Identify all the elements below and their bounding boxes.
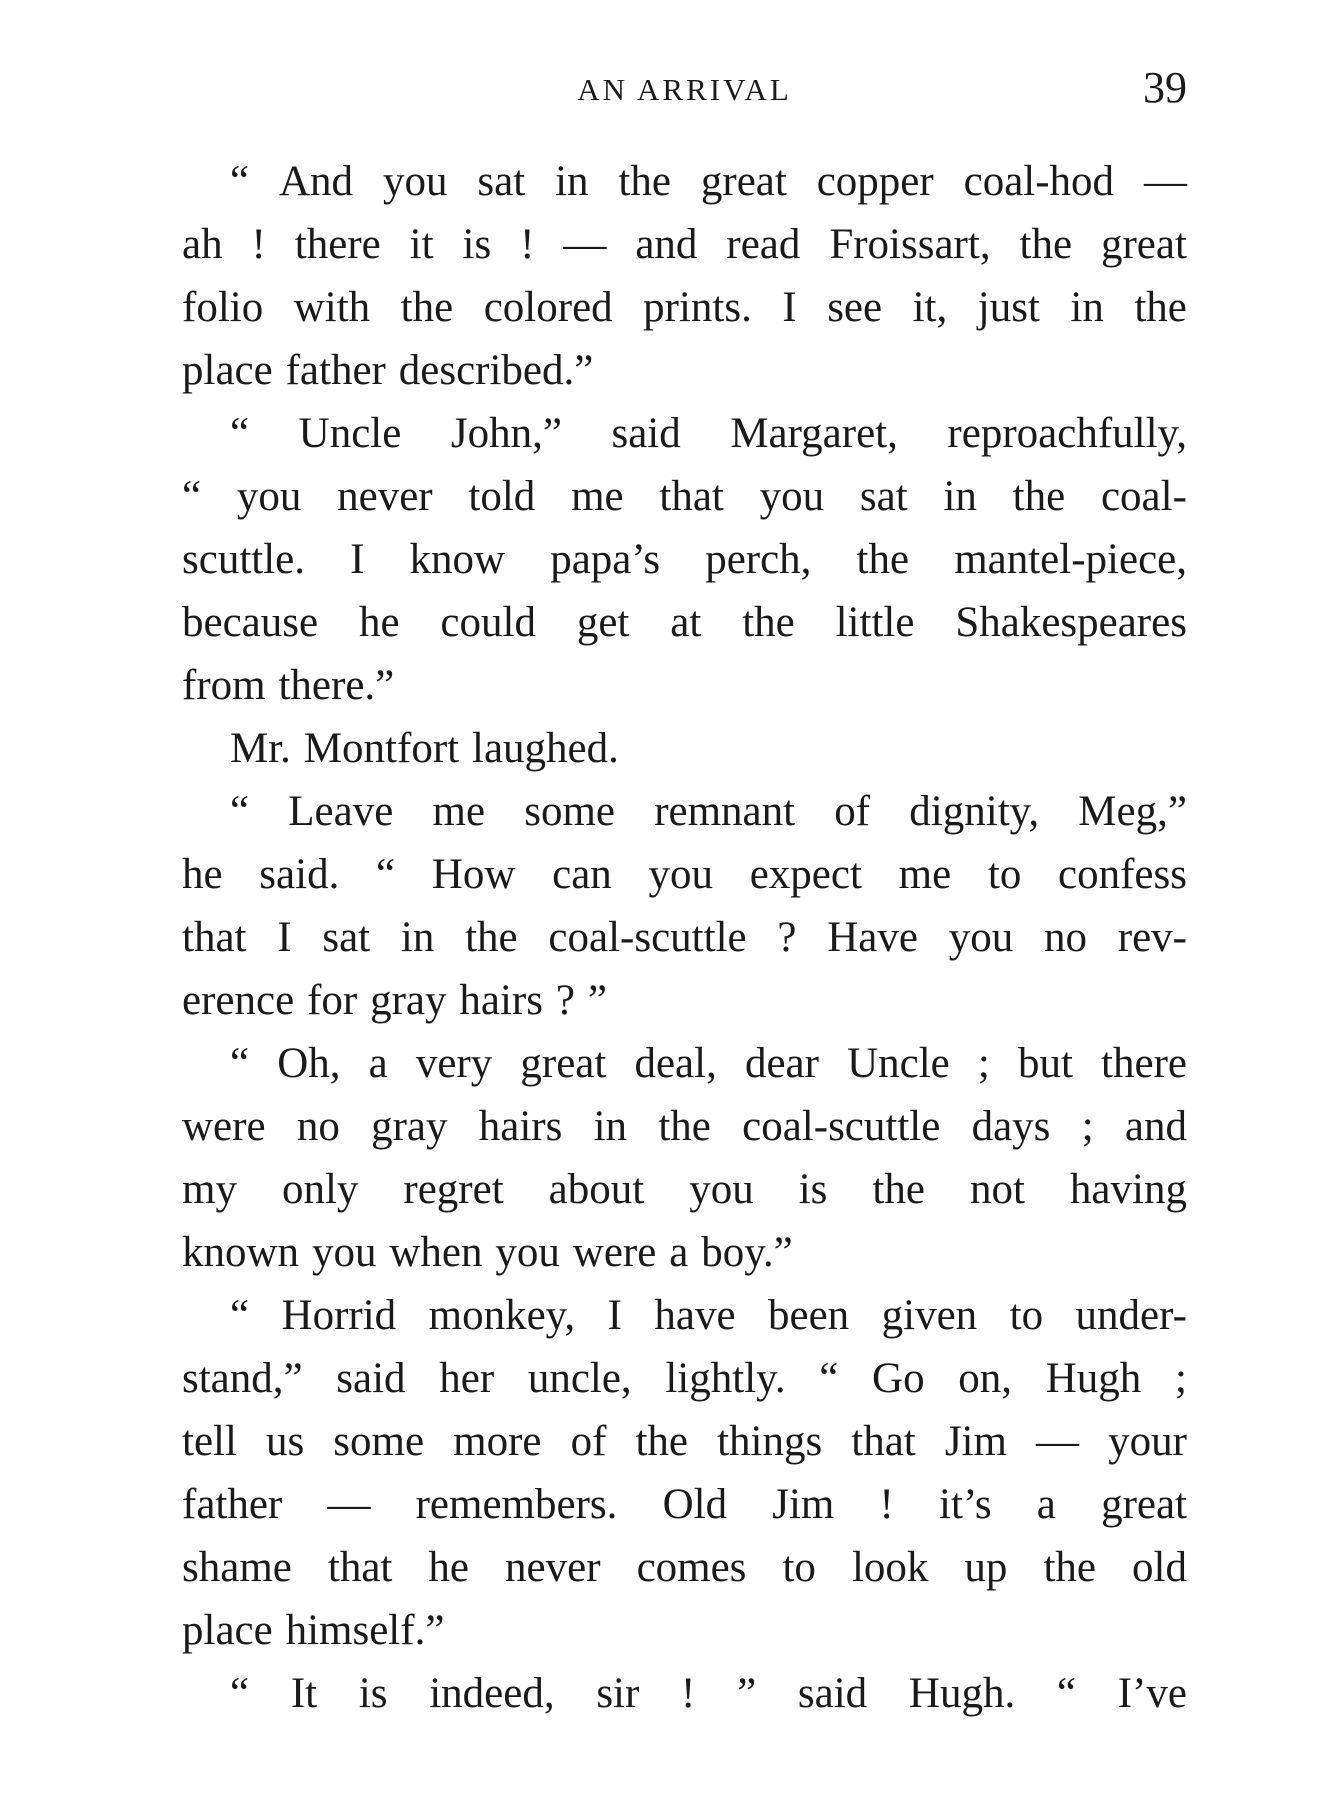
word: remnant (654, 788, 796, 835)
word: your (1108, 1418, 1187, 1465)
word: were (572, 1229, 657, 1276)
word: look (851, 1544, 929, 1591)
text-line (182, 1095, 1187, 1158)
word: ; (1081, 1103, 1094, 1150)
word: How (431, 851, 516, 898)
word: Meg,” (1078, 788, 1187, 835)
word: I (607, 1292, 622, 1339)
word: the (1043, 1544, 1096, 1591)
word: you (311, 1229, 377, 1276)
word: lightly. (665, 1355, 786, 1402)
word: father (285, 347, 386, 394)
word: that (659, 473, 724, 520)
word: coal-scuttle (548, 914, 747, 961)
word: in (1070, 284, 1104, 331)
word: great (520, 1040, 607, 1087)
word: Mr. (230, 725, 291, 772)
word: place (182, 1607, 273, 1654)
word: the (465, 914, 518, 961)
word: coal-hod (963, 158, 1115, 205)
word: just (977, 284, 1040, 331)
word: said (336, 1355, 406, 1402)
word: sir (596, 1670, 640, 1717)
text-line (182, 402, 1187, 465)
word: said (797, 1670, 868, 1717)
word: great (700, 158, 787, 205)
word: the (618, 158, 671, 205)
word: know (409, 536, 506, 583)
word: — (1036, 1418, 1080, 1465)
word: is (798, 1166, 828, 1213)
word: ” (737, 1670, 757, 1717)
word: Margaret, (730, 410, 898, 457)
text-line (182, 906, 1187, 969)
word: “ (182, 473, 202, 520)
word: Uncle (847, 1040, 950, 1087)
word: her (439, 1355, 495, 1402)
word: shame (182, 1544, 292, 1591)
word: the (635, 1418, 688, 1465)
word: said. (259, 851, 340, 898)
text-line (182, 843, 1187, 906)
page-number: 39 (1143, 63, 1187, 112)
word: the (1012, 473, 1066, 520)
word: I (350, 536, 365, 583)
word: he (428, 1544, 469, 1591)
word: you (495, 1229, 560, 1276)
word: erence (182, 977, 295, 1024)
word: “ (230, 410, 250, 457)
word: hairs (459, 977, 543, 1024)
word: more (453, 1418, 542, 1465)
word: Hugh (1045, 1355, 1142, 1402)
word: And (279, 158, 354, 205)
word: you (759, 473, 825, 520)
word: scuttle. (182, 536, 305, 583)
word: in (593, 1103, 628, 1150)
word: hairs (478, 1103, 563, 1150)
text-line (182, 591, 1187, 654)
word: known (182, 1229, 300, 1276)
word: of (570, 1418, 607, 1465)
word: me (898, 851, 952, 898)
word: from (182, 662, 266, 709)
word: monkey, (428, 1292, 576, 1339)
word: I (277, 914, 292, 961)
text-line (182, 1158, 1187, 1221)
word: never (337, 473, 433, 520)
word: you (948, 914, 1014, 961)
word: little (835, 599, 915, 646)
running-head (182, 62, 1187, 122)
word: under- (1075, 1292, 1187, 1339)
word: old (1132, 1544, 1187, 1591)
text-line (182, 1221, 1187, 1284)
word: — (327, 1481, 371, 1528)
word: when (389, 1229, 483, 1276)
word: read (726, 221, 801, 268)
word: great (1101, 1481, 1187, 1528)
word: with (293, 284, 371, 331)
word: is (462, 221, 492, 268)
word: it (409, 221, 434, 268)
word: me (432, 788, 486, 835)
word: rev- (1117, 914, 1187, 961)
word: uncle, (527, 1355, 632, 1402)
word: the (658, 1103, 711, 1150)
word: Hugh. (908, 1670, 1016, 1717)
word: me (571, 473, 624, 520)
word: very (415, 1040, 493, 1087)
word: great (1100, 221, 1187, 268)
word: I (782, 284, 797, 331)
word: there (294, 221, 381, 268)
word: ” (587, 977, 607, 1024)
word: sat (477, 158, 526, 205)
word: only (281, 1166, 359, 1213)
word: — (1143, 158, 1187, 205)
word: that (182, 914, 247, 961)
word: prints. (643, 284, 752, 331)
word: mantel-piece, (954, 536, 1187, 583)
word: about (548, 1166, 645, 1213)
word: ; (977, 1040, 990, 1087)
word: never (505, 1544, 601, 1591)
word: Montfort (303, 725, 460, 772)
text-line (182, 717, 1187, 780)
word: Uncle (298, 410, 402, 457)
word: you (648, 851, 714, 898)
word: “ (230, 788, 250, 835)
word: can (552, 851, 612, 898)
word: the (1019, 221, 1073, 268)
word: you (382, 158, 448, 205)
word: indeed, (429, 1670, 555, 1717)
word: colored (483, 284, 613, 331)
word: coal- (1100, 473, 1187, 520)
word: coal-scuttle (742, 1103, 941, 1150)
word: the (856, 536, 910, 583)
word: ! (879, 1481, 894, 1528)
word: he (358, 599, 400, 646)
word: the (1134, 284, 1187, 331)
word: get (576, 599, 630, 646)
word: us (266, 1418, 305, 1465)
word: Shakespeares (955, 599, 1187, 646)
word: It (290, 1670, 318, 1717)
word: “ (1056, 1670, 1077, 1717)
word: and (1124, 1103, 1187, 1150)
word: on, (958, 1355, 1013, 1402)
word: expect (749, 851, 862, 898)
word: the (872, 1166, 925, 1213)
word: of (834, 788, 871, 835)
word: “ (376, 851, 396, 898)
word: to (1009, 1292, 1044, 1339)
word: ! (681, 1670, 696, 1717)
word: days (971, 1103, 1051, 1150)
word: “ (230, 1040, 250, 1087)
word: John,” (450, 410, 562, 457)
word: not (969, 1166, 1025, 1213)
word: Horrid (281, 1292, 397, 1339)
word: you (689, 1166, 754, 1213)
word: comes (636, 1544, 747, 1591)
word: Leave (288, 788, 394, 835)
text-line (182, 1599, 1187, 1662)
word: were (182, 1103, 266, 1150)
word: it’s (939, 1481, 992, 1528)
word: gray (370, 977, 447, 1024)
word: Jim (772, 1481, 835, 1528)
word: Old (662, 1481, 728, 1528)
text-line (182, 1347, 1187, 1410)
word: said (611, 410, 681, 457)
word: a (1036, 1481, 1056, 1528)
word: could (440, 599, 536, 646)
word: folio (182, 284, 264, 331)
word: confess (1058, 851, 1187, 898)
word: remembers. (415, 1481, 618, 1528)
text-line (182, 1032, 1187, 1095)
word: sat (322, 914, 371, 961)
word: to (987, 851, 1022, 898)
word: I’ve (1117, 1670, 1187, 1717)
word: that (851, 1418, 916, 1465)
word: been (768, 1292, 850, 1339)
word: no (296, 1103, 340, 1150)
word: some (333, 1418, 425, 1465)
text-line (182, 528, 1187, 591)
word: no (1044, 914, 1087, 961)
word: have (654, 1292, 736, 1339)
word: you (236, 473, 302, 520)
word: because (182, 599, 319, 646)
word: up (964, 1544, 1008, 1591)
word: papa’s (550, 536, 661, 583)
word: there (1101, 1040, 1187, 1087)
word: a (368, 1040, 388, 1087)
text-line (182, 1410, 1187, 1473)
word: to (782, 1544, 816, 1591)
word: himself.” (285, 1607, 445, 1654)
word: copper (816, 158, 934, 205)
word: in (400, 914, 435, 961)
word: place (182, 347, 273, 394)
word: the (400, 284, 454, 331)
word: stand,” (182, 1355, 303, 1402)
word: sat (859, 473, 908, 520)
word: perch, (705, 536, 812, 583)
word: see (827, 284, 883, 331)
word: regret (403, 1166, 504, 1213)
word: Jim (944, 1418, 1007, 1465)
word: things (717, 1418, 823, 1465)
word: described.” (398, 347, 594, 394)
text-line (182, 213, 1187, 276)
word: “ (819, 1355, 839, 1402)
word: there.” (278, 662, 395, 709)
word: laughed. (472, 725, 619, 772)
text-line (182, 339, 1187, 402)
word: gray (371, 1103, 448, 1150)
word: some (524, 788, 616, 835)
word: ; (1174, 1355, 1187, 1402)
text-line (182, 780, 1187, 843)
word: “ (230, 1292, 250, 1339)
word: ! (520, 221, 535, 268)
word: ? (555, 977, 575, 1024)
word: at (670, 599, 702, 646)
text-line (182, 1473, 1187, 1536)
word: father (182, 1481, 283, 1528)
word: Oh, (277, 1040, 341, 1087)
word: tell (182, 1418, 237, 1465)
word: it, (912, 284, 948, 331)
word: ah (182, 221, 223, 268)
text-line (182, 150, 1187, 213)
word: that (327, 1544, 393, 1591)
word: reproachfully, (947, 410, 1187, 457)
word: Froissart, (829, 221, 991, 268)
running-title: AN ARRIVAL (577, 72, 792, 107)
word: is (358, 1670, 388, 1717)
word: but (1017, 1040, 1073, 1087)
word: a (669, 1229, 689, 1276)
text-line (182, 1662, 1187, 1725)
text-line (182, 654, 1187, 717)
word: having (1069, 1166, 1187, 1213)
word: “ (230, 1670, 250, 1717)
word: the (742, 599, 795, 646)
word: my (182, 1166, 237, 1213)
word: ? (777, 914, 797, 961)
word: and (635, 221, 698, 268)
word: Go (872, 1355, 925, 1402)
text-line (182, 1284, 1187, 1347)
text-line (182, 969, 1187, 1032)
word: deal, (634, 1040, 717, 1087)
word: ! (251, 221, 266, 268)
word: for (307, 977, 358, 1024)
word: in (555, 158, 589, 205)
word: Have (827, 914, 918, 961)
body-text (182, 150, 1187, 1725)
word: dignity, (909, 788, 1040, 835)
word: he (182, 851, 223, 898)
word: boy.” (701, 1229, 793, 1276)
text-line (182, 465, 1187, 528)
word: in (943, 473, 977, 520)
text-line (182, 276, 1187, 339)
word: told (468, 473, 536, 520)
word: given (881, 1292, 978, 1339)
word: — (563, 221, 607, 268)
word: “ (230, 158, 250, 205)
text-line (182, 1536, 1187, 1599)
word: dear (744, 1040, 819, 1087)
